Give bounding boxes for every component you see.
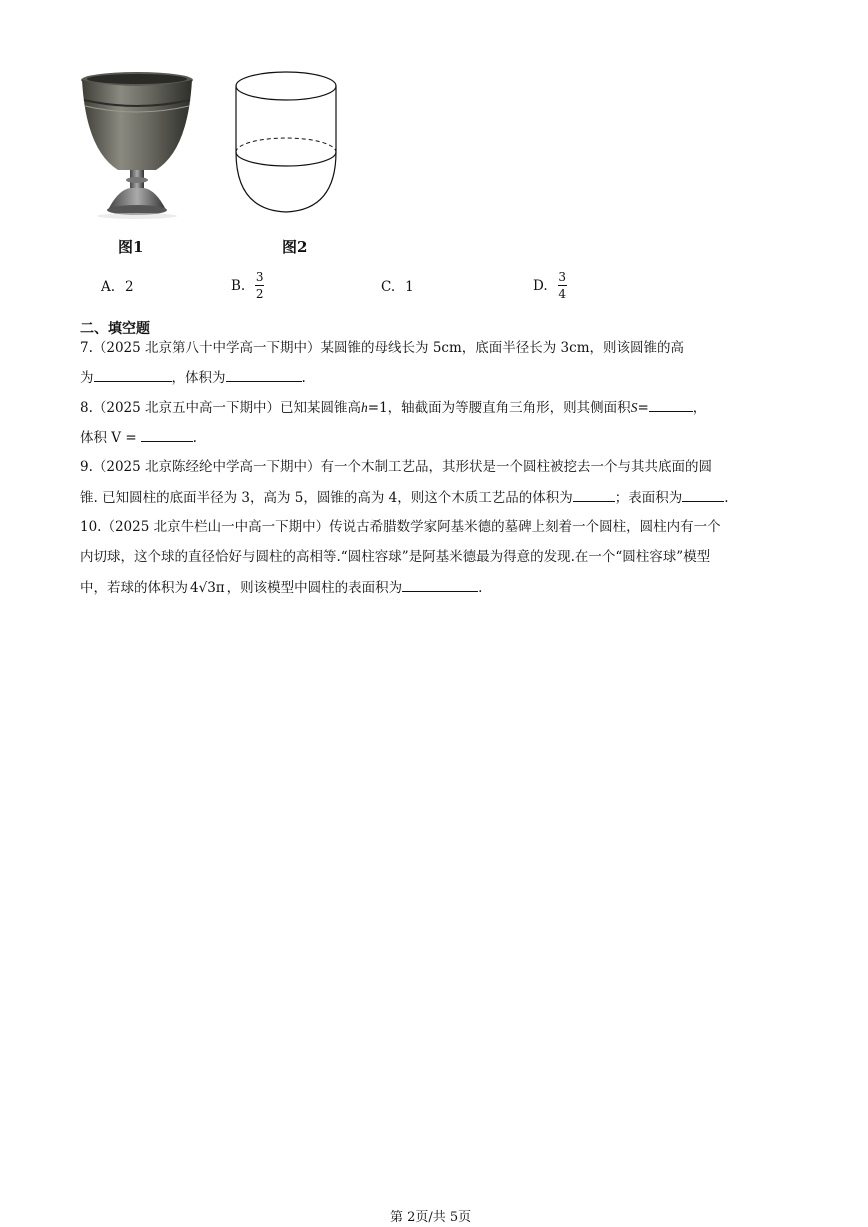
option-b-label: B.: [231, 277, 246, 294]
option-b-denominator: 2: [255, 287, 264, 301]
question-7-line-1: 7.（2025 北京第八十中学高一下期中）某圆锥的母线长为 5cm，底面半径长为 3cm，则该圆锥的高: [80, 340, 685, 356]
option-c-value: 1: [405, 279, 414, 295]
question-7-line-2: 为 ，体积为 .: [80, 367, 306, 388]
q9-surface-area-blank[interactable]: [682, 487, 724, 502]
question-10-line-3: 中，若球的体积为 4√3π ，则该模型中圆柱的表面积为 .: [80, 577, 482, 598]
question-9-line-1: 9.（2025 北京陈经纶中学高一下期中）有一个木制工艺品，其形状是一个圆柱被挖去一个与其共底面的圆: [80, 459, 713, 475]
q10-surface-area-blank[interactable]: [402, 577, 478, 592]
option-a[interactable]: [101, 279, 134, 295]
figure-2-caption: 图2: [282, 238, 308, 256]
option-d-numerator: 3: [558, 270, 566, 284]
option-d-label: D.: [533, 277, 548, 294]
page-number: 第 2页/共 5页: [390, 1210, 472, 1225]
q7-height-blank[interactable]: [94, 367, 172, 382]
option-c-label: C.: [381, 279, 396, 295]
option-a-value: 2: [125, 279, 134, 295]
q7-volume-blank[interactable]: [226, 367, 302, 382]
option-d-denominator: 4: [558, 287, 566, 301]
question-8-line-2: 体积 V = .: [80, 427, 197, 448]
option-a-label: A.: [101, 279, 116, 295]
q8-volume-blank[interactable]: [141, 427, 193, 442]
option-d[interactable]: [533, 270, 567, 301]
q8-lateral-area-blank[interactable]: [649, 397, 693, 412]
option-c[interactable]: [381, 279, 414, 295]
question-10-line-2: 内切球，这个球的直径恰好与圆柱的高相等.“圆柱容球”是阿基米德最为得意的发现.在一个“圆柱容球”模型: [80, 549, 711, 565]
q9-volume-blank[interactable]: [573, 487, 615, 502]
figure-1-caption: 图1: [118, 238, 144, 256]
q10-sphere-volume: 4√3π: [190, 580, 225, 596]
option-b[interactable]: [231, 270, 264, 301]
question-8-line-1: 8.（2025 北京五中高一下期中）已知某圆锥高h=1，轴截面为等腰直角三角形，则其侧面积S= ，: [80, 397, 706, 418]
cylinder-hemisphere-diagram: [232, 66, 340, 226]
question-10-line-1: 10.（2025 北京牛栏山一中高一下期中）传说古希腊数学家阿基米德的墓碑上刻着一个圆柱，圆柱内有一个: [80, 519, 721, 535]
option-b-numerator: 3: [255, 270, 264, 284]
section-title: 二、填空题: [80, 321, 150, 337]
question-9-line-2: 锥. 已知圆柱的底面半径为 3，高为 5，圆锥的高为 4，则这个木质工艺品的体积为 ；表面积为 .: [80, 487, 729, 508]
chalice-image: [78, 70, 196, 220]
option-b-fraction: [255, 270, 264, 301]
option-d-fraction: [558, 270, 567, 301]
